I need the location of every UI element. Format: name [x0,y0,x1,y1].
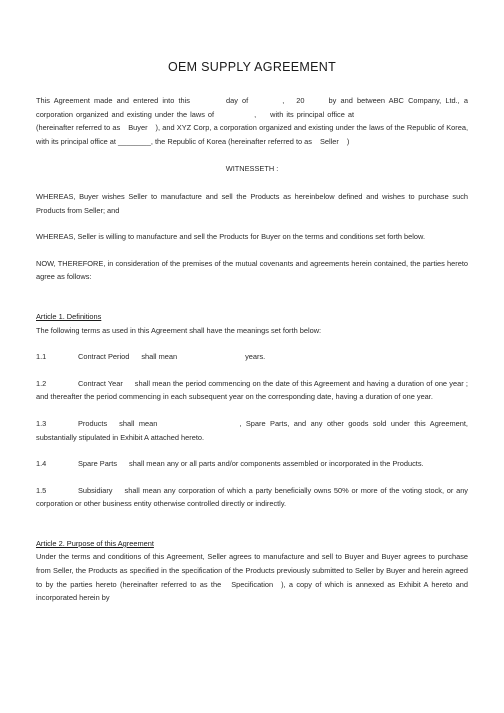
definition-text: shall mean any or all parts and/or components assembled or incorporated in the Products. [129,459,424,469]
preamble-text: (hereinafter referred to as [36,123,121,133]
definition-number: 1.2 [36,378,47,388]
definition-term: Contract Period [78,352,130,362]
term-seller: Seller [319,136,339,146]
article-2-text: ), a copy of which is annexed as Exhibit A hereto and incorporated herein by [36,579,468,603]
preamble-text: This Agreement made and entered into this [36,96,190,105]
definition-term: Products [78,418,108,428]
article-2-paragraph [36,550,468,604]
preamble-text: Company, Ltd., a corporation organized and existing under the laws of [36,96,469,119]
document-title: OEM SUPPLY AGREEMENT [167,60,337,74]
definition-text: , Spare Parts, and any other goods sold under this Agreement, substantially stipulated in Exhibit A attached hereto. [36,418,468,442]
now-therefore-paragraph: NOW, THEREFORE, in consideration of the premises of the mutual covenants and agreements herein contained, the parties hereto agree as follows: [36,258,468,282]
term-buyer: Buyer [128,123,148,133]
preamble-text: by and between ABC [328,96,404,105]
preamble-text: office at [327,109,355,119]
document-body [36,94,468,605]
definition-term: Contract Year [78,378,123,388]
preamble-text: with its principal [270,109,325,119]
definition-1-4 [36,457,468,471]
preamble-text: day of [225,96,249,105]
whereas-paragraph-2: WHEREAS, Seller is willing to manufacture and sell the Products for Buyer on the terms and conditions set forth below. [36,232,426,242]
preamble-text: organized and existing under the laws of the Republic of Korea, with its principal office at ________, the [36,123,468,146]
preamble-text: 20 [296,96,305,105]
whereas-paragraph-1: WHEREAS, Buyer wishes Seller to manufacture and sell the Products as hereinbelow defined and wishes to purchase such Products from Seller; and [36,191,468,215]
witnesseth-heading: WITNESSETH : [225,164,279,174]
definition-1-3 [36,417,468,444]
preamble-text: , [254,109,257,119]
preamble-text: ), and XYZ Corp, a corporation [155,123,257,133]
article-2-text: Under the terms and conditions of this Agreement, Seller agrees to manufacture and sell to Buyer and Buyer agrees to purchase from Seller, the Products as specified in the specification of the Products previously submitted to Seller by Buyer and herein agreed to by the parties hereto (hereinafter referred to as the [36,552,468,589]
preamble-text: ) [346,136,350,146]
definition-1-1 [36,350,468,364]
definition-text: shall mean any corporation of which a party beneficially owns 50% or more of the voting stock, or any corporation or other business entity otherwise controlled directly or indirectly. [36,485,468,509]
preamble-text: Republic of Korea (hereinafter referred to as [167,136,312,146]
definition-number: 1.1 [36,352,47,362]
definition-1-5 [36,484,468,511]
definition-1-2 [36,377,468,404]
definition-number: 1.3 [36,418,47,428]
definition-number: 1.4 [36,459,47,469]
definition-text: years. [245,352,266,362]
preamble-paragraph [36,94,468,148]
definition-text: shall mean [141,352,178,362]
definition-text: shall mean [119,418,158,428]
definition-number: 1.5 [36,485,47,495]
article-1-heading: Article 1. Definitions [36,311,102,321]
article-2-heading: Article 2. Purpose of this Agreement [36,538,154,548]
definition-term: Spare Parts [78,459,118,469]
term-specification: Specification [231,579,274,589]
definition-term: Subsidiary [78,485,113,495]
preamble-text: , [282,96,285,105]
definition-text: shall mean the period commencing on the date of this Agreement and having a duration of one year ; and thereafter the period commencing in each subsequent year on the corresponding date, having a duration of one year. [36,378,468,402]
article-1-intro: The following terms as used in this Agreement shall have the meanings set forth below: [36,325,322,335]
